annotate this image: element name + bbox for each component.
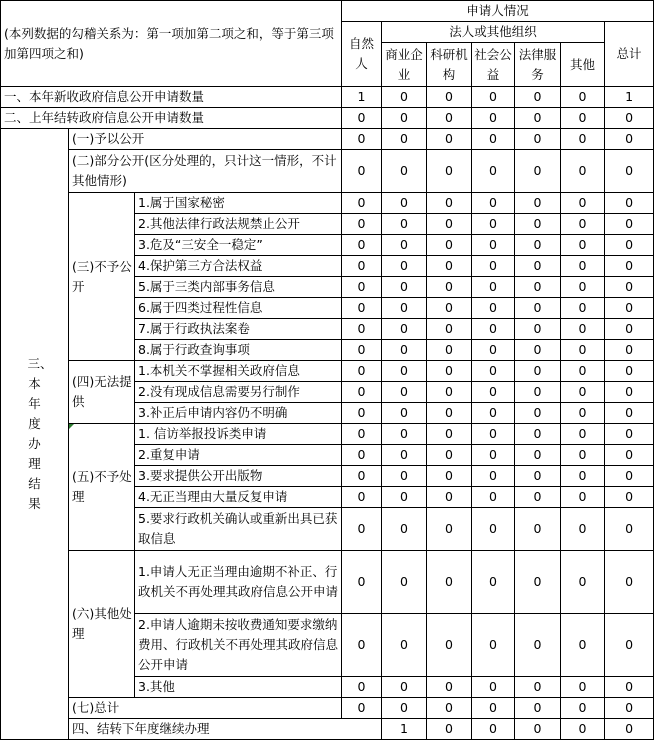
table-row xyxy=(1,87,654,108)
cell: 0 xyxy=(342,256,382,277)
cell: 0 xyxy=(515,193,561,214)
cell: 0 xyxy=(605,466,654,487)
cell: 0 xyxy=(472,614,515,677)
cell: 0 xyxy=(382,466,427,487)
cell: 0 xyxy=(427,319,472,340)
cell: 0 xyxy=(472,256,515,277)
cell: 0 xyxy=(382,150,427,193)
cell: 0 xyxy=(382,361,427,382)
cell: 0 xyxy=(515,87,561,108)
cell: 0 xyxy=(515,108,561,129)
row-label: 4.无正当理由大量反复申请 xyxy=(135,487,342,508)
cell: 0 xyxy=(515,277,561,298)
cell: 0 xyxy=(427,108,472,129)
cell: 0 xyxy=(427,340,472,361)
cell: 0 xyxy=(605,698,654,719)
cell: 0 xyxy=(605,108,654,129)
row-label: 2.其他法律行政法规禁止公开 xyxy=(135,214,342,235)
cell: 0 xyxy=(342,108,382,129)
cell: 0 xyxy=(472,551,515,614)
row-label: 四、结转下年度继续办理 xyxy=(69,719,382,740)
cell: 0 xyxy=(342,193,382,214)
cell: 0 xyxy=(561,361,605,382)
cell: 0 xyxy=(382,129,427,150)
cell: 0 xyxy=(427,235,472,256)
cell: 0 xyxy=(342,614,382,677)
group-label-6: (六)其他处理 xyxy=(69,551,135,698)
cell: 0 xyxy=(427,466,472,487)
cell: 0 xyxy=(472,445,515,466)
cell: 0 xyxy=(427,298,472,319)
cell: 0 xyxy=(515,298,561,319)
cell: 0 xyxy=(515,361,561,382)
row-label: 5.属于三类内部事务信息 xyxy=(135,277,342,298)
cell: 0 xyxy=(605,298,654,319)
cell: 0 xyxy=(515,677,561,698)
cell: 0 xyxy=(561,129,605,150)
cell: 0 xyxy=(561,298,605,319)
cell: 0 xyxy=(342,129,382,150)
cell: 0 xyxy=(427,445,472,466)
row-label: 2.申请人逾期未按收费通知要求缴纳费用、行政机关不再处理其政府信息公开申请 xyxy=(135,614,342,677)
cell: 0 xyxy=(605,277,654,298)
research-header: 科研机构 xyxy=(427,43,472,87)
cell: 1 xyxy=(605,87,654,108)
cell: 0 xyxy=(342,677,382,698)
cell: 0 xyxy=(515,256,561,277)
cell: 0 xyxy=(472,235,515,256)
cell: 0 xyxy=(382,193,427,214)
row-label: 8.属于行政查询事项 xyxy=(135,340,342,361)
row-label: 1. 信访举报投诉类申请 xyxy=(135,424,342,445)
row-label: 3.其他 xyxy=(135,677,342,698)
cell: 0 xyxy=(472,129,515,150)
cell: 0 xyxy=(427,719,472,740)
cell: 0 xyxy=(472,677,515,698)
cell: 0 xyxy=(342,235,382,256)
cell: 0 xyxy=(342,319,382,340)
cell: 0 xyxy=(515,487,561,508)
total-header: 总计 xyxy=(605,22,654,87)
cell: 0 xyxy=(342,214,382,235)
cell: 0 xyxy=(515,319,561,340)
cell: 0 xyxy=(427,214,472,235)
table-row xyxy=(1,129,654,150)
cell: 0 xyxy=(515,214,561,235)
cell: 0 xyxy=(605,445,654,466)
cell: 0 xyxy=(342,508,382,551)
table-row xyxy=(1,193,654,214)
cell: 0 xyxy=(472,319,515,340)
cell: 0 xyxy=(515,614,561,677)
cell: 0 xyxy=(382,108,427,129)
cell: 0 xyxy=(515,466,561,487)
public-welfare-header: 社会公益 xyxy=(472,43,515,87)
cell: 0 xyxy=(515,235,561,256)
cell: 0 xyxy=(605,403,654,424)
cell: 0 xyxy=(605,677,654,698)
cell: 0 xyxy=(342,698,382,719)
cell: 0 xyxy=(382,445,427,466)
cell: 0 xyxy=(472,361,515,382)
cell: 0 xyxy=(561,445,605,466)
cell: 0 xyxy=(427,551,472,614)
cell: 0 xyxy=(472,382,515,403)
cell: 0 xyxy=(561,508,605,551)
cell: 0 xyxy=(561,614,605,677)
group-label-5: (五)不予处理 xyxy=(69,424,135,551)
group-label-4: (四)无法提供 xyxy=(69,361,135,424)
row-label: 5.要求行政机关确认或重新出具已获取信息 xyxy=(135,508,342,551)
cell: 0 xyxy=(382,403,427,424)
cell: 0 xyxy=(605,129,654,150)
cell: 0 xyxy=(605,719,654,740)
cell: 0 xyxy=(515,551,561,614)
cell: 0 xyxy=(515,382,561,403)
cell: 0 xyxy=(382,487,427,508)
cell: 0 xyxy=(605,508,654,551)
row-label: (七)总计 xyxy=(69,698,342,719)
cell: 0 xyxy=(427,150,472,193)
row-label: (二)部分公开(区分处理的，只计这一情形，不计其他情形) xyxy=(69,150,342,193)
cell: 0 xyxy=(382,277,427,298)
cell: 0 xyxy=(515,340,561,361)
cell: 0 xyxy=(515,698,561,719)
cell: 0 xyxy=(342,403,382,424)
cell: 0 xyxy=(472,214,515,235)
cell: 0 xyxy=(561,382,605,403)
row-label: 2.没有现成信息需要另行制作 xyxy=(135,382,342,403)
cell: 0 xyxy=(605,235,654,256)
cell: 0 xyxy=(472,487,515,508)
cell: 0 xyxy=(472,340,515,361)
legal-group-header: 法人或其他组织 xyxy=(382,22,605,43)
cell: 0 xyxy=(605,150,654,193)
cell: 0 xyxy=(561,150,605,193)
cell: 0 xyxy=(605,256,654,277)
row-label: (一)予以公开 xyxy=(69,129,342,150)
cell: 0 xyxy=(472,403,515,424)
cell: 0 xyxy=(472,719,515,740)
cell: 0 xyxy=(561,193,605,214)
other-header: 其他 xyxy=(561,43,605,87)
row-label: 7.属于行政执法案卷 xyxy=(135,319,342,340)
table-row xyxy=(1,698,654,719)
cell: 0 xyxy=(427,403,472,424)
cell: 0 xyxy=(472,108,515,129)
cell: 0 xyxy=(605,487,654,508)
cell: 0 xyxy=(561,256,605,277)
cell: 0 xyxy=(382,319,427,340)
cell: 0 xyxy=(342,277,382,298)
table-row xyxy=(1,424,654,445)
row-label: 4.保护第三方合法权益 xyxy=(135,256,342,277)
cell: 0 xyxy=(561,487,605,508)
cell: 0 xyxy=(515,508,561,551)
cell: 0 xyxy=(427,508,472,551)
cell: 0 xyxy=(342,298,382,319)
row-label: 1.申请人无正当理由逾期不补正、行政机关不再处理其政府信息公开申请 xyxy=(135,551,342,614)
cell: 0 xyxy=(342,361,382,382)
business-header: 商业企业 xyxy=(382,43,427,87)
legal-service-header: 法律服务 xyxy=(515,43,561,87)
cell: 0 xyxy=(515,150,561,193)
table-row xyxy=(1,150,654,193)
natural-person-header: 自然人 xyxy=(342,22,382,87)
table-row xyxy=(1,361,654,382)
cell: 0 xyxy=(605,424,654,445)
cell: 0 xyxy=(342,382,382,403)
cell: 0 xyxy=(342,551,382,614)
cell: 0 xyxy=(427,193,472,214)
row-label: 2.重复申请 xyxy=(135,445,342,466)
cell: 0 xyxy=(427,614,472,677)
cell: 0 xyxy=(515,403,561,424)
cell: 0 xyxy=(382,256,427,277)
cell: 0 xyxy=(561,235,605,256)
cell: 0 xyxy=(561,87,605,108)
cell: 0 xyxy=(472,150,515,193)
table-row xyxy=(1,108,654,129)
cell: 0 xyxy=(605,214,654,235)
cell: 0 xyxy=(605,551,654,614)
cell: 0 xyxy=(472,508,515,551)
cell: 0 xyxy=(382,508,427,551)
cell: 0 xyxy=(605,340,654,361)
cell: 0 xyxy=(382,424,427,445)
row-label: 3.补正后申请内容仍不明确 xyxy=(135,403,342,424)
cell: 0 xyxy=(605,319,654,340)
cell: 0 xyxy=(561,551,605,614)
cell: 1 xyxy=(382,719,427,740)
row-label: 1.本机关不掌握相关政府信息 xyxy=(135,361,342,382)
cell: 0 xyxy=(382,298,427,319)
cell: 0 xyxy=(561,466,605,487)
cell: 0 xyxy=(561,340,605,361)
cell: 0 xyxy=(605,361,654,382)
cell: 0 xyxy=(342,445,382,466)
cell: 0 xyxy=(427,277,472,298)
cell: 0 xyxy=(342,340,382,361)
cell: 0 xyxy=(382,340,427,361)
cell: 0 xyxy=(515,445,561,466)
cell: 0 xyxy=(515,424,561,445)
cell: 0 xyxy=(561,677,605,698)
cell: 0 xyxy=(515,719,561,740)
row-label: 二、上年结转政府信息公开申请数量 xyxy=(1,108,342,129)
cell: 0 xyxy=(427,256,472,277)
row-label: 1.属于国家秘密 xyxy=(135,193,342,214)
cell: 0 xyxy=(427,87,472,108)
cell: 0 xyxy=(382,614,427,677)
cell: 0 xyxy=(561,403,605,424)
cell: 0 xyxy=(605,614,654,677)
table-note: (本列数据的勾稽关系为：第一项加第二项之和，等于第三项加第四项之和) xyxy=(1,1,342,87)
cell: 0 xyxy=(342,424,382,445)
row-label: 一、本年新收政府信息公开申请数量 xyxy=(1,87,342,108)
cell: 0 xyxy=(427,361,472,382)
cell: 0 xyxy=(427,129,472,150)
cell: 0 xyxy=(472,277,515,298)
row-label: 3.危及“三安全一稳定” xyxy=(135,235,342,256)
section-3-text: 三、本年度办理结果 xyxy=(27,356,53,511)
cell: 0 xyxy=(472,193,515,214)
cell: 0 xyxy=(382,698,427,719)
cell: 0 xyxy=(515,129,561,150)
cell: 0 xyxy=(427,382,472,403)
cell: 0 xyxy=(561,214,605,235)
cell: 0 xyxy=(427,677,472,698)
cell: 0 xyxy=(605,193,654,214)
cell: 0 xyxy=(561,108,605,129)
cell: 0 xyxy=(427,487,472,508)
row-label: 6.属于四类过程性信息 xyxy=(135,298,342,319)
table-row xyxy=(1,551,654,614)
section-3-label xyxy=(1,129,69,740)
cell: 0 xyxy=(342,466,382,487)
cell: 0 xyxy=(561,319,605,340)
cell: 0 xyxy=(472,298,515,319)
cell: 0 xyxy=(427,698,472,719)
cell: 0 xyxy=(561,277,605,298)
cell: 0 xyxy=(382,677,427,698)
cell: 0 xyxy=(561,719,605,740)
cell: 0 xyxy=(472,698,515,719)
cell: 0 xyxy=(382,235,427,256)
cell: 0 xyxy=(561,424,605,445)
cell: 0 xyxy=(605,382,654,403)
cell: 0 xyxy=(561,698,605,719)
cell: 0 xyxy=(427,424,472,445)
cell: 0 xyxy=(342,487,382,508)
applicant-situation-header: 申请人情况 xyxy=(342,1,654,22)
table-row xyxy=(1,719,654,740)
cell: 0 xyxy=(342,150,382,193)
cell: 0 xyxy=(472,424,515,445)
cell: 0 xyxy=(382,382,427,403)
cell: 0 xyxy=(382,87,427,108)
group-label-3: (三)不予公开 xyxy=(69,193,135,361)
cell: 0 xyxy=(382,551,427,614)
cell: 1 xyxy=(342,87,382,108)
row-label: 3.要求提供公开出版物 xyxy=(135,466,342,487)
cell: 0 xyxy=(382,214,427,235)
cell: 0 xyxy=(472,87,515,108)
cell: 0 xyxy=(472,466,515,487)
